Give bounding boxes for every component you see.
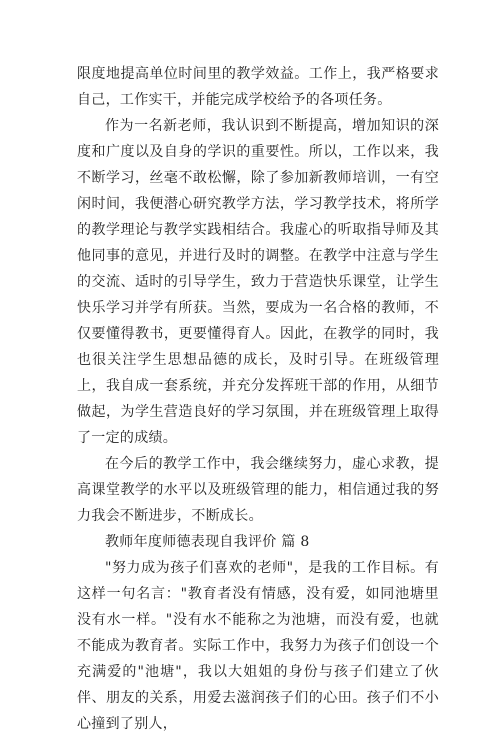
section-heading: 教师年度师德表现自我评价 篇 8 bbox=[105, 534, 310, 550]
paragraph-2: 作为一名新老师，我认识到不断提高，增加知识的深度和广度以及自身的学识的重要性。所以，工作以来，我不断学习，丝毫不敢松懈，除了参加新教师培训，一有空闲时间，我便潜心研究教学方法，学习教学技术，将所学的教学理论与教学实践相结合。我虚心的听取指导师及其他同事的意见，并进行及时的调整。在教学中注意与学生的交流、适时的引导学生，致力于营造快乐课堂，让学生快乐学习并学有所获。当然，要成为一名合格的教师，不仅要懂得教书，更要懂得育人。因此，在教学的同时，我也很关注学生思想品德的成长，及时引导。在班级管理上，我自成一套系统，并充分发挥班干部的作用，从细节做起，为学生营造良好的学习氛围，并在班级管理上取得了一定的成绩。 bbox=[77, 118, 439, 446]
document-body bbox=[77, 61, 439, 737]
paragraph-4: "努力成为孩子们喜欢的老师"，是我的工作目标。有这样一句名言："教育者没有情感，没有爱，如同池塘里没有水一样。"没有水不能称之为池塘，而没有爱，也就不能成为教育者。实际工作中，我努力为孩子们创设一个充满爱的"池塘"，我以大姐姐的身份与孩子们建立了伙伴、朋友的关系，用爱去滋润孩子们的心田。孩子们不小心撞到了别人， bbox=[77, 560, 439, 732]
paragraph-3: 在今后的教学工作中，我会继续努力，虚心求教，提高课堂教学的水平以及班级管理的能力，相信通过我的努力我会不断进步，不断成长。 bbox=[77, 456, 439, 524]
paragraph-1: 限度地提高单位时间里的教学效益。工作上，我严格要求自己，工作实干，并能完成学校给予的各项任务。 bbox=[77, 66, 439, 108]
